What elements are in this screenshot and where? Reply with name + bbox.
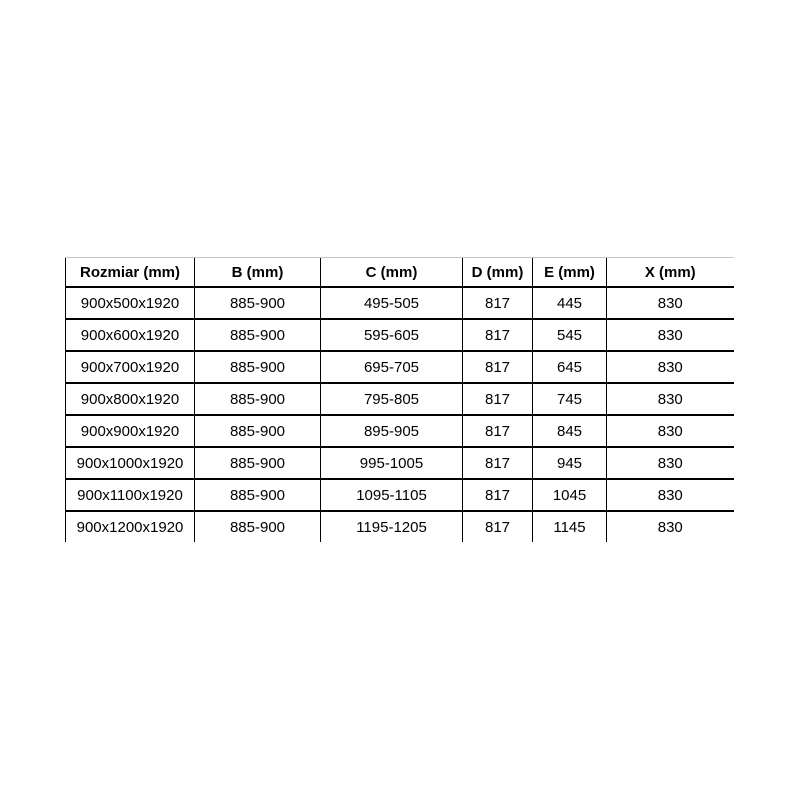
- column-header-b: B (mm): [195, 258, 321, 288]
- cell-c: 995-1005: [321, 447, 463, 479]
- cell-x: 830: [607, 383, 734, 415]
- cell-e: 1145: [533, 511, 607, 542]
- column-header-rozmiar: Rozmiar (mm): [66, 258, 195, 288]
- cell-x: 830: [607, 479, 734, 511]
- table-header-row: [66, 258, 734, 288]
- cell-e: 1045: [533, 479, 607, 511]
- cell-d: 817: [463, 415, 533, 447]
- cell-b: 885-900: [195, 351, 321, 383]
- column-header-e: E (mm): [533, 258, 607, 288]
- cell-rozmiar: 900x1200x1920: [66, 511, 195, 542]
- cell-d: 817: [463, 351, 533, 383]
- cell-c: 595-605: [321, 319, 463, 351]
- table-row: [66, 447, 734, 479]
- cell-e: 545: [533, 319, 607, 351]
- cell-d: 817: [463, 319, 533, 351]
- table-row: [66, 415, 734, 447]
- cell-e: 945: [533, 447, 607, 479]
- cell-c: 795-805: [321, 383, 463, 415]
- table-row: [66, 351, 734, 383]
- cell-d: 817: [463, 447, 533, 479]
- cell-c: 895-905: [321, 415, 463, 447]
- table-row: [66, 479, 734, 511]
- cell-x: 830: [607, 415, 734, 447]
- cell-e: 845: [533, 415, 607, 447]
- cell-x: 830: [607, 287, 734, 319]
- cell-b: 885-900: [195, 383, 321, 415]
- table-row: [66, 383, 734, 415]
- cell-c: 1195-1205: [321, 511, 463, 542]
- cell-b: 885-900: [195, 287, 321, 319]
- column-header-d: D (mm): [463, 258, 533, 288]
- cell-x: 830: [607, 319, 734, 351]
- cell-rozmiar: 900x900x1920: [66, 415, 195, 447]
- cell-x: 830: [607, 511, 734, 542]
- cell-rozmiar: 900x600x1920: [66, 319, 195, 351]
- cell-b: 885-900: [195, 479, 321, 511]
- cell-b: 885-900: [195, 511, 321, 542]
- cell-d: 817: [463, 479, 533, 511]
- cell-e: 645: [533, 351, 607, 383]
- cell-c: 495-505: [321, 287, 463, 319]
- cell-b: 885-900: [195, 319, 321, 351]
- cell-rozmiar: 900x1100x1920: [66, 479, 195, 511]
- cell-rozmiar: 900x1000x1920: [66, 447, 195, 479]
- cell-d: 817: [463, 511, 533, 542]
- cell-x: 830: [607, 447, 734, 479]
- cell-rozmiar: 900x500x1920: [66, 287, 195, 319]
- column-header-c: C (mm): [321, 258, 463, 288]
- cell-b: 885-900: [195, 447, 321, 479]
- cell-x: 830: [607, 351, 734, 383]
- cell-b: 885-900: [195, 415, 321, 447]
- cell-rozmiar: 900x800x1920: [66, 383, 195, 415]
- cell-d: 817: [463, 287, 533, 319]
- dimensions-table: [65, 257, 734, 542]
- column-header-x: X (mm): [607, 258, 734, 288]
- cell-d: 817: [463, 383, 533, 415]
- table-row: [66, 287, 734, 319]
- cell-rozmiar: 900x700x1920: [66, 351, 195, 383]
- cell-c: 695-705: [321, 351, 463, 383]
- cell-e: 445: [533, 287, 607, 319]
- cell-e: 745: [533, 383, 607, 415]
- table-row: [66, 319, 734, 351]
- table-row: [66, 511, 734, 542]
- cell-c: 1095-1105: [321, 479, 463, 511]
